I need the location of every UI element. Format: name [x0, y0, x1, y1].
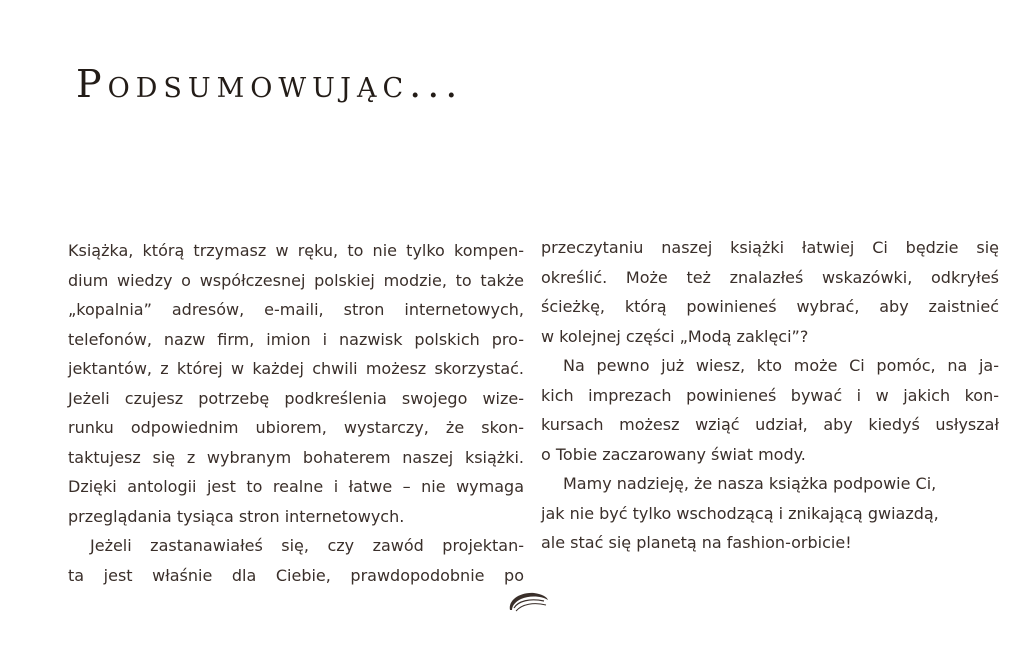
text-line: ale stać się planetą na fashion-orbicie!: [541, 533, 852, 552]
text-line: ścieżkę, którą powinieneś wybrać, aby zaistnieć: [541, 297, 999, 316]
text-line: taktujesz się z wybranym bohaterem naszej książki.: [68, 447, 524, 467]
text-line: przeglądania tysiąca stron internetowych.: [68, 506, 405, 526]
left-column: [68, 236, 524, 590]
text-line: w kolejnej części „Modą zaklęci”?: [541, 326, 809, 346]
right-column: [541, 233, 999, 558]
text-line: dium wiedzy o współczesnej polskiej modzie, to także: [68, 270, 524, 290]
text-line: Mamy nadzieję, że nasza książka podpowie Ci,: [563, 474, 937, 493]
text-line: przeczytaniu naszej książki łatwiej Ci będzie się: [541, 238, 999, 257]
text-line: ta jest właśnie dla Ciebie, prawdopodobnie po: [68, 565, 524, 585]
swirl-ornament-icon: [506, 588, 550, 614]
text-line: „kopalnia” adresów, e-maili, stron internetowych,: [68, 300, 524, 319]
page-title: Podsumowując...: [76, 62, 464, 106]
text-line: runku odpowiednim ubiorem, wystarczy, że skon-: [68, 418, 524, 437]
text-line: o Tobie zaczarowany świat mody.: [541, 444, 806, 464]
text-line: Na pewno już wiesz, kto może Ci pomóc, na ja-: [563, 356, 999, 375]
text-line: telefonów, nazw firm, imion i nazwisk polskich pro-: [68, 329, 524, 349]
text-line: jak nie być tylko wschodzącą i znikającą gwiazdą,: [541, 503, 939, 523]
text-line: kursach możesz wziąć udział, aby kiedyś usłyszał: [541, 415, 999, 434]
text-line: określić. Może też znalazłeś wskazówki, odkryłeś: [541, 267, 999, 287]
text-line: jektantów, z której w każdej chwili możesz skorzystać.: [68, 359, 524, 378]
text-line: kich imprezach powinieneś bywać i w jakich kon-: [541, 385, 999, 405]
text-line: Dzięki antologii jest to realne i łatwe – nie wymaga: [68, 477, 524, 496]
text-line: Książka, którą trzymasz w ręku, to nie tylko kompen-: [68, 241, 524, 260]
text-line: Jeżeli zastanawiałeś się, czy zawód projektan-: [90, 536, 524, 555]
text-line: Jeżeli czujesz potrzebę podkreślenia swojego wize-: [68, 388, 524, 408]
